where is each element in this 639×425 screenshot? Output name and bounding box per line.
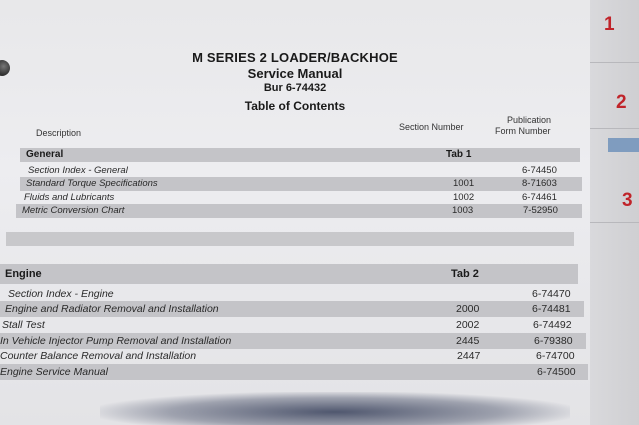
engine-header-row	[0, 264, 578, 284]
engine-title: Engine	[5, 268, 42, 280]
general-tab: Tab 1	[446, 149, 472, 160]
tab-divider-strip	[590, 0, 639, 425]
tab-edge-1	[590, 62, 639, 63]
tab-number-2[interactable]: 2	[616, 92, 627, 113]
manual-subtitle: Service Manual	[247, 66, 343, 81]
tab-number-1[interactable]: 1	[604, 14, 615, 35]
column-form-number: Form Number	[495, 126, 551, 136]
manual-title: M SERIES 2 LOADER/BACKHOE	[192, 50, 398, 65]
table-row: Engine and Radiator Removal and Installation 2000 6-74481	[0, 301, 584, 317]
table-row: Section Index - General 6-74450	[28, 165, 557, 176]
table-row: Fluids and Lubricants 1002 6-74461	[24, 192, 557, 203]
table-row: Standard Torque Specifications 1001 8-71603	[20, 177, 582, 191]
divider-bar	[6, 232, 574, 246]
engine-tab: Tab 2	[451, 268, 479, 280]
general-header-row	[20, 148, 580, 162]
table-row: Counter Balance Removal and Installation 2447 6-74700	[0, 350, 575, 362]
tab-edge-3	[590, 222, 639, 223]
table-row: Metric Conversion Chart 1003 7-52950	[16, 204, 582, 218]
manual-code: Bur 6-74432	[263, 82, 327, 94]
toc-heading: Table of Contents	[244, 99, 346, 113]
column-section-number: Section Number	[399, 122, 464, 132]
binder-hole	[0, 60, 10, 76]
table-row: Stall Test 2002 6-74492	[2, 319, 572, 331]
tab-edge-2	[590, 128, 639, 129]
column-publication: Publication	[507, 115, 552, 125]
column-description: Description	[36, 128, 82, 138]
table-row: Engine Service Manual 6-74500	[0, 364, 588, 380]
blue-tab-marker	[608, 138, 639, 152]
general-title: General	[26, 149, 64, 160]
table-row: In Vehicle Injector Pump Removal and Installation 2445 6-79380	[0, 333, 586, 349]
hand-shadow	[100, 392, 570, 425]
table-row: Section Index - Engine 6-74470	[8, 288, 571, 300]
tab-number-3[interactable]: 3	[622, 190, 633, 211]
